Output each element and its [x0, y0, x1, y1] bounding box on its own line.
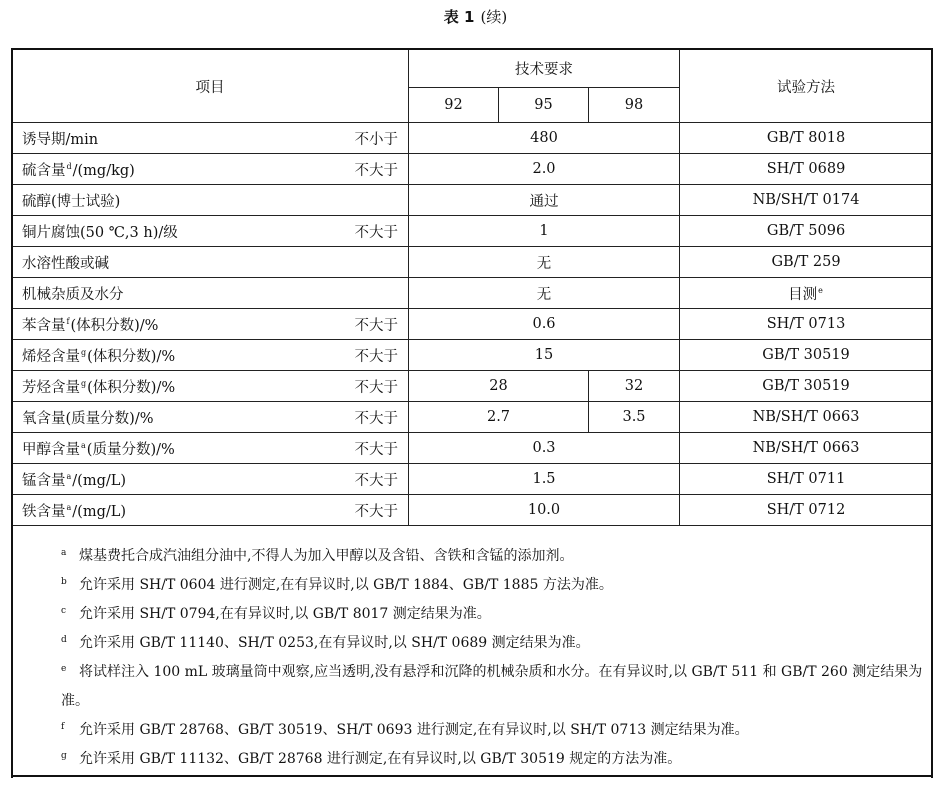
item-label: 苯含量 [22, 317, 66, 334]
item-qualifier: 不大于 [354, 162, 398, 179]
table-row [12, 123, 933, 154]
row-value: 480 [409, 123, 680, 154]
table-left-border [11, 48, 13, 778]
footnote-ref: a [66, 471, 72, 481]
footnote-f [61, 713, 921, 744]
footnote-text: 允许采用 SH/T 0794,在有异议时,以 GB/T 8017 测定结果为准。 [79, 606, 491, 622]
item-label: 硫含量 [22, 162, 66, 179]
item-qualifier: 不大于 [354, 503, 398, 520]
row-method: NB/SH/T 0663 [680, 402, 933, 433]
item-qualifier: 不大于 [354, 379, 398, 396]
row-method: SH/T 0713 [680, 309, 933, 340]
footnote-d [61, 626, 921, 657]
footnote-ref: g [81, 347, 87, 357]
table-row [12, 247, 933, 278]
footnote-mark: e [61, 664, 67, 674]
table-row [12, 371, 933, 402]
item-unit: /(mg/L) [72, 472, 127, 489]
item-qualifier: 不大于 [354, 317, 398, 334]
item-unit: (体积分数)/% [70, 317, 159, 334]
item-label: 机械杂质及水分 [22, 286, 124, 303]
row-value-92-95: 28 [409, 371, 589, 402]
footnote-a [61, 539, 921, 570]
table-row [12, 185, 933, 216]
item-unit: (体积分数)/% [87, 348, 176, 365]
footnote-text: 允许采用 GB/T 11140、SH/T 0253,在有异议时,以 SH/T 0689 测定结果为准。 [79, 635, 590, 651]
item-label: 烯烃含量 [22, 348, 80, 365]
item-label: 硫醇(博士试验) [22, 193, 121, 210]
footnote-b [61, 568, 921, 599]
header-test-method: 试验方法 [680, 49, 933, 123]
item-label: 锰含量 [22, 472, 66, 489]
table-row [12, 495, 933, 526]
item-label: 铜片腐蚀(50 ℃,3 h)/级 [22, 224, 178, 241]
row-item [12, 154, 409, 185]
table-row [12, 278, 933, 309]
row-item [12, 402, 409, 433]
footnote-mark: b [61, 577, 67, 587]
row-item [12, 495, 409, 526]
footnote-ref: g [81, 378, 87, 388]
footnote-text: 将试样注入 100 mL 玻璃量筒中观察,应当透明,没有悬浮和沉降的机械杂质和水分。在有异议时,以 GB/T 511 和 GB/T 260 测定结果为准。 [61, 664, 923, 709]
row-value-98: 3.5 [589, 402, 680, 433]
item-unit: /(mg/kg) [72, 162, 135, 179]
item-qualifier: 不大于 [354, 472, 398, 489]
table-continued: (续) [480, 8, 508, 26]
header-row [12, 49, 933, 88]
item-qualifier: 不大于 [354, 441, 398, 458]
table-row [12, 216, 933, 247]
row-method: SH/T 0712 [680, 495, 933, 526]
row-value: 通过 [409, 185, 680, 216]
row-method: NB/SH/T 0663 [680, 433, 933, 464]
footnote-mark: f [61, 722, 65, 732]
row-method: GB/T 30519 [680, 371, 933, 402]
table-number: 表 1 [443, 8, 475, 26]
footnote-mark: a [61, 548, 67, 558]
item-qualifier: 不大于 [354, 348, 398, 365]
item-unit: (质量分数)/% [86, 441, 175, 458]
table-row [12, 309, 933, 340]
footnote-text: 煤基费托合成汽油组分油中,不得人为加入甲醇以及含铅、含铁和含锰的添加剂。 [79, 548, 574, 564]
row-item [12, 309, 409, 340]
table-row [12, 433, 933, 464]
item-qualifier: 不大于 [354, 224, 398, 241]
footnote-ref: d [66, 161, 72, 171]
row-method: GB/T 259 [680, 247, 933, 278]
row-item [12, 123, 409, 154]
grade-98: 98 [589, 88, 680, 123]
row-method: GB/T 5096 [680, 216, 933, 247]
footnote-mark: d [61, 635, 67, 645]
row-item [12, 371, 409, 402]
row-method: NB/SH/T 0174 [680, 185, 933, 216]
item-unit: (体积分数)/% [87, 379, 176, 396]
item-label: 铁含量 [22, 503, 66, 520]
header-tech-requirement: 技术要求 [409, 49, 680, 88]
row-method: SH/T 0711 [680, 464, 933, 495]
header-item: 项目 [12, 49, 409, 123]
item-unit: /(mg/L) [72, 503, 127, 520]
item-qualifier: 不小于 [354, 131, 398, 148]
footnote-g [61, 742, 921, 773]
footnote-text: 允许采用 GB/T 11132、GB/T 28768 进行测定,在有异议时,以 GB/T 30519 规定的方法为准。 [79, 751, 682, 767]
footnote-c [61, 597, 921, 628]
item-label: 水溶性酸或碱 [22, 255, 109, 272]
item-qualifier: 不大于 [354, 410, 398, 427]
row-method: GB/T 8018 [680, 123, 933, 154]
row-value: 无 [409, 247, 680, 278]
item-label: 诱导期/min [22, 131, 99, 148]
row-method [680, 278, 933, 309]
row-item [12, 340, 409, 371]
row-value-92-95: 2.7 [409, 402, 589, 433]
row-value: 1.5 [409, 464, 680, 495]
row-value-98: 32 [589, 371, 680, 402]
row-item [12, 216, 409, 247]
footnote-ref: a [66, 502, 72, 512]
footnote-ref: e [818, 285, 823, 295]
table-row [12, 154, 933, 185]
footnote-ref: f [66, 316, 70, 326]
row-value: 无 [409, 278, 680, 309]
footnote-mark: c [61, 606, 67, 616]
footnote-e [61, 655, 923, 716]
row-item [12, 185, 409, 216]
grade-92: 92 [409, 88, 499, 123]
table-title [0, 6, 951, 27]
table-right-border [931, 48, 933, 778]
row-value: 10.0 [409, 495, 680, 526]
item-label: 甲醇含量 [22, 441, 80, 458]
item-label: 氧含量(质量分数)/% [22, 410, 154, 427]
table-row [12, 402, 933, 433]
footnote-ref: a [81, 440, 86, 450]
spec-table [11, 48, 933, 526]
footnotes [11, 530, 932, 777]
table-row [12, 340, 933, 371]
row-value: 15 [409, 340, 680, 371]
row-item [12, 247, 409, 278]
row-value: 1 [409, 216, 680, 247]
item-label: 芳烃含量 [22, 379, 80, 396]
footnote-text: 允许采用 SH/T 0604 进行测定,在有异议时,以 GB/T 1884、GB/T 1885 方法为准。 [79, 577, 613, 593]
row-value: 2.0 [409, 154, 680, 185]
row-method: GB/T 30519 [680, 340, 933, 371]
row-value: 0.6 [409, 309, 680, 340]
row-item [12, 278, 409, 309]
footnote-mark: g [61, 751, 67, 761]
method-text: 目测 [788, 286, 818, 303]
row-method: SH/T 0689 [680, 154, 933, 185]
grade-95: 95 [499, 88, 589, 123]
row-item [12, 464, 409, 495]
row-value: 0.3 [409, 433, 680, 464]
table-row [12, 464, 933, 495]
footnote-text: 允许采用 GB/T 28768、GB/T 30519、SH/T 0693 进行测定,在有异议时,以 SH/T 0713 测定结果为准。 [79, 722, 749, 738]
row-item [12, 433, 409, 464]
